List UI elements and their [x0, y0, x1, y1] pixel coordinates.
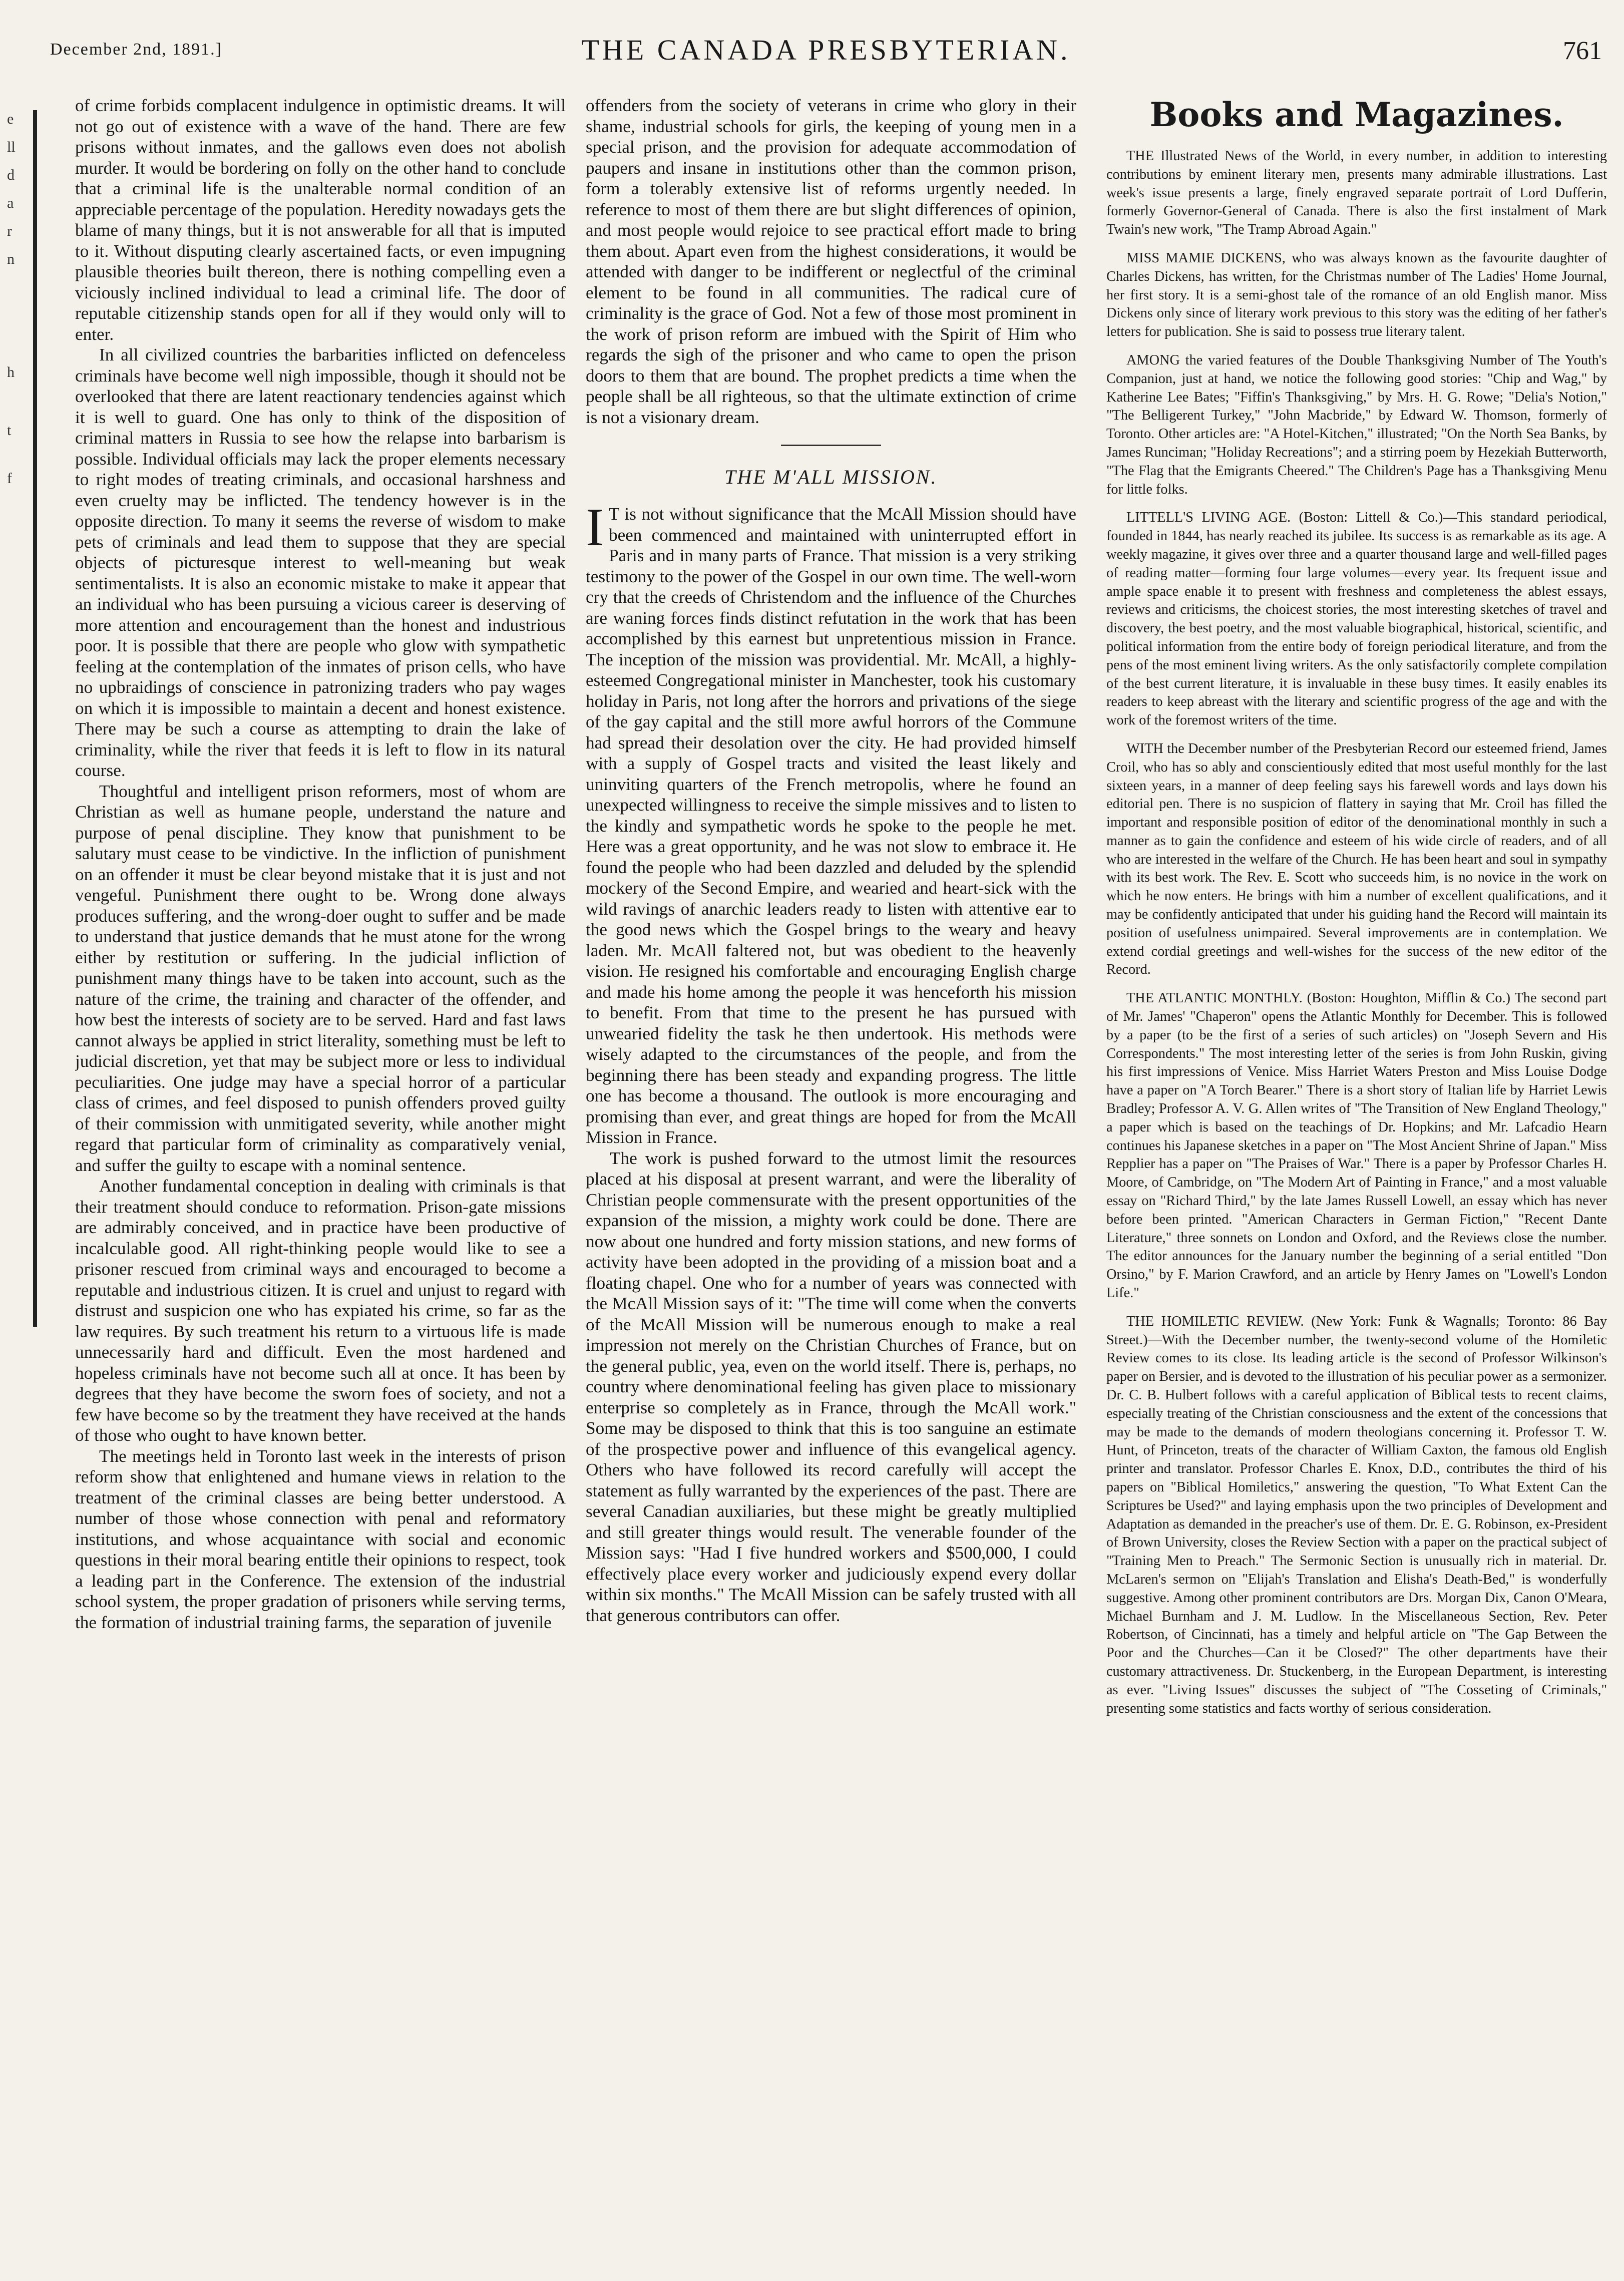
paragraph: Thoughtful and intelligent prison reformers, most of whom are Christian as well as humane people, understand the nature and purpose of penal discipline. They know that punishment to be salutary must cease to be vindictive. In the infliction of punishment on an offender it must be clear beyond mistake that it is just and not vengeful. Punishment there ought to be. Wrong done always produces suffering, and the wrong-doer ought to suffer and be made to understand that justice demands that he must atone for the wrong either by restitution or suffering. In the judicial infliction of punishment many things have to be taken into account, such as the nature of the crime, the training and character of the offender, and how best the interests of society are to be served. Hard and fast laws cannot always be applied in strict literality, something must be left to judicial discretion, yet that may be subject more or less to individual peculiarities. One judge may have a special horror of a particular class of crimes, and feel disposed to punish offenders proved guilty of their commission with unmitigated severity, while another might regard that particular form of criminality as comparatively venial, and suffer the guilty to escape with a nominal sentence.: [75, 781, 566, 1175]
margin-letter: ll: [7, 139, 16, 155]
margin-letter: h: [7, 364, 15, 381]
review-entry: MISS MAMIE DICKENS, who was always known as the favourite daughter of Charles Dickens, has written, for the Christmas number of The Ladies' Home Journal, her first story. It is a semi-ghost tale of the romance of an old English manor. Miss Dickens only since of literary work previous to this story was the editing of her father's letters for publication. She is said to possess true literary talent.: [1106, 250, 1607, 340]
column-3: [1106, 95, 1607, 2263]
review-entry: THE Illustrated News of the World, in every number, in addition to interesting contributions by eminent literary men, presents many admirable illustrations. Last week's issue presents a large, finely engraved separate portrait of Lord Dufferin, formerly Governor-General of Canada. There is also the first instalment of Mark Twain's new work, "The Tramp Abroad Again.": [1106, 148, 1607, 238]
margin-letter: d: [7, 167, 15, 183]
review-entry: WITH the December number of the Presbyterian Record our esteemed friend, James Croil, who has so ably and conscientiously edited that most useful monthly for the last sixteen years, in a manner of deep feeling says his farewell words and lays down his editorial pen. There is no suspicion of flattery in saying that Mr. Croil has filled the important and responsible position of editor of the denominational monthly in such a manner as to gain the confidence and esteem of his wide circle of readers, and of all who are interested in the welfare of the Church. He has been heart and soul in sympathy with its best work. The Rev. E. Scott who succeeds him, is no novice in the work on which he now enters. He brings with him a number of excellent qualifications, and it may be confidently anticipated that under his guiding hand the Record will maintain its position of usefulness unimpaired. Several improvements are in contemplation. We extend cordial greetings and well-wishes for the success of the new editor of the Record.: [1106, 740, 1607, 978]
margin-binding-rule: [33, 110, 37, 1327]
masthead-title: THE CANADA PRESBYTERIAN.: [581, 34, 1071, 66]
paragraph: The work is pushed forward to the utmost limit the resources placed at his disposal at present warrant, and were the liberality of Christian people commensurate with the present opportunities of the expansion of the mission, a mighty work could be done. There are now about one hundred and forty mission stations, and new forms of activity have been adopted in the providing of a mission boat and a floating chapel. One who for a number of years was connected with the McAll Mission says of it: "The time will come when the converts of the McAll Mission will be numerous enough to make a real impression not merely on the Christian Churches of France, but on the general public, yea, even on the world itself. There is, perhaps, no country where denominational feeling has given place to missionary enterprise so completely as in France, through the McAll work." Some may be disposed to think that this is too sanguine an estimate of the prospective power and influence of this evangelical agency. Others who have followed its record carefully will accept the statement as fully warranted by the experiences of the past. There are several Canadian auxiliaries, but these might be greatly multiplied and still greater things would result. The venerable founder of the Mission says: "Had I five hundred workers and $500,000, I could effectively place every worker and judiciously expend every dollar within six months." The McAll Mission can be safely trusted with all that generous contributors can offer.: [586, 1148, 1076, 1625]
page-number: 761: [1563, 37, 1602, 65]
paragraph: Another fundamental conception in dealing with criminals is that their treatment should conduce to reformation. Prison-gate missions are admirably conceived, and in practice have been productive of incalculable good. All right-thinking people would like to see a prisoner rescued from criminal ways and encouraged to become a reputable and industrious citizen. It is cruel and unjust to regard with distrust and suspicion one who has expiated his crime, so far as the law requires. By such treatment his return to a virtuous life is made unnecessarily hard and difficult. Even the most hardened and hopeless criminals have not become such all at once. It has been by degrees that they have become the sworn foes of society, and not a few have become so by the treatment they have received at the hands of those who ought to have known better.: [75, 1176, 566, 1445]
margin-letter: r: [7, 223, 12, 239]
review-entry: THE HOMILETIC REVIEW. (New York: Funk & Wagnalls; Toronto: 86 Bay Street.)—With the December number, the twenty-second volume of the Homiletic Review comes to its close. Its leading article is the second of Professor Wilkinson's paper on Bersier, and is devoted to the illustration of his peculiar power as a sermonizer. Dr. C. B. Hulbert follows with a careful application of Biblical tests to recent claims, especially treating of the Christian consciousness and the extent of the concessions that may be made to the demands of modern theologians concerning it. Professor T. W. Hunt, of Princeton, treats of the character of William Caxton, the famous old English printer and translator. Professor Charles E. Knox, D.D., contributes the third of his papers on "Biblical Homiletics," answering the question, "To What Extent Can the Scriptures be Used?" and laying emphasis upon the two principles of Development and Adaptation as demanded in the preacher's use of them. Dr. E. G. Robinson, ex-President of Brown University, closes the Review Section with a paper on the practical subject of "Training Men to Preach." The Sermonic Section is unusually rich in material. Dr. McLaren's sermon on "Elijah's Translation and Elisha's Death-Bed," is wonderfully suggestive. Among other prominent contributors are Drs. Morgan Dix, Canon O'Meara, Michael Burnham and J. M. Ludlow. In the Miscellaneous Section, Rev. Peter Robertson, of Cincinnati, has a timely and helpful article on "The Gap Between the Poor and the Churches—Can it be Closed?" The other departments have their customary attractiveness. Dr. Stuckenberg, in the European Department, is interesting as ever. "Living Issues" discusses the subject of "The Cosseting of Criminals," presenting some statistics and facts worthy of serious consideration.: [1106, 1313, 1607, 1716]
margin-letter: n: [7, 251, 15, 267]
paragraph: In all civilized countries the barbarities inflicted on defenceless criminals have become well nigh impossible, though it should not be overlooked that there are latent reactionary tendencies against which it is well to guard. One has only to think of the disposition of criminal matters in Russia to see how the relapse into barbarism is possible. Individual officials may lack the proper elements necessary to right modes of treating criminals, and occasional harshness and even cruelty may be inflicted. The tendency however is in the opposite direction. To many it seems the reverse of wisdom to make pets of criminals and lead them to suppose that they are special objects of picturesque interest to well-meaning but weak sentimentalists. It is also an economic mistake to make it appear that an individual who has been pursuing a vicious career is deserving of more attention and encouragement than the honest and industrious poor. It is possible that there are people who glow with sympathetic feeling at the contemplation of the inmates of prison cells, who have no upbraidings of conscience in patronizing traders who pay wages on which it is impossible to maintain a decent and honest existence. There may be such a course as attempting to drain the lake of criminality, while the river that feeds it is left to flow in its natural course.: [75, 345, 566, 780]
paragraph: offenders from the society of veterans in crime who glory in their shame, industrial schools for girls, the keeping of young men in a special prison, and the provision for adequate accommodation of paupers and insane in institutions other than the common prison, form a tolerably extensive list of reforms urgently needed. In reference to most of them there are but slight differences of opinion, and most people would rejoice to see practical effort made to bring them about. Apart even from the highest considerations, it would be attended with danger to be indifferent or neglectful of the criminal element to be found in all communities. The radical cure of criminality is the grace of God. Not a few of those most prominent in the work of prison reform are imbued with the Spirit of Him who regards the sigh of the prisoner and who came to open the prison doors to them that are bound. The prophet predicts a time when the people shall be all righteous, so that the ultimate extinction of crime is not a visionary dream.: [586, 96, 1076, 427]
review-entry: LITTELL'S LIVING AGE. (Boston: Littell & Co.)—This standard periodical, founded in 1844, has nearly reached its jubilee. Its success is as remarkable as its age. A weekly magazine, it gives over three and a quarter thousand large and well-filled pages of reading matter—forming four large volumes—every year. Its frequent issue and ample space enable it to present with freshness and completeness the ablest essays, reviews and criticisms, the choicest stories, the most interesting sketches of travel and discovery, the best poetry, and the most valuable biographical, historical, scientific, and political information from the entire body of foreign periodical literature, and from the pens of the most eminent living writers. As the only satisfactorily complete compilation of the best current literature, it is invaluable in these busy times. It easily enables its readers to keep abreast with the literary and scientific progress of the age and with the work of the foremost writers of the time.: [1106, 510, 1607, 728]
section-divider: [781, 445, 881, 446]
review-entry: THE ATLANTIC MONTHLY. (Boston: Houghton, Mifflin & Co.) The second part of Mr. James' "Chaperon" opens the Atlantic Monthly for December. This is followed by a paper (to be the first of a series of such articles) on "Joseph Severn and His Correspondents." The most interesting letter of the series is from John Ruskin, giving his first impressions of Venice. Miss Harriet Waters Preston and Miss Louise Dodge have a paper on "A Torch Bearer." There is a short story of Italian life by Harriet Lewis Bradley; Professor A. V. G. Allen writes of "The Transition of New England Theology," a paper which is based on the teachings of Dr. Hopkins; and Mr. Lafcadio Hearn continues his Japanese sketches in a paper on "The Most Ancient Shrine of Japan." Miss Repplier has a paper on "The Praises of War." There is a paper by Professor Charles H. Moore, of Cambridge, on "The Modern Art of Painting in France," and a most valuable essay on "Richard Third," by the late James Russell Lowell, an essay which has never before been printed. "American Characters in German Fiction," "Recent Dante Literature," three sonnets on London and Oxford, and the Reviews close the number. The editor announces for the January number the beginning of a serial entitled "Don Orsino," by F. Marion Crawford, and an article by Henry James on "Lowell's London Life.": [1106, 990, 1607, 1301]
drop-cap: I: [586, 498, 604, 557]
first-paragraph-text: T is not without significance that the McAll Mission should have been commenced and maintained with uninterrupted effort in Paris and in many parts of France. That mission is a very striking testimony to the power of the Gospel in our own time. The well-worn cry that the creeds of Christendom and the influence of the Churches are waning forces finds distinct refutation in the work that has been accomplished by this earnest but unpretentious mission in France. The inception of the mission was providential. Mr. McAll, a highly-esteemed Congregational minister in Manchester, took his customary holiday in Paris, not long after the horrors and privations of the siege of the gay capital and the still more awful horrors of the Commune had spread their desolation over the city. He had provided himself with a supply of Gospel tracts and visited the least likely and uninviting quarters of the French metropolis, where he found an unexpected willingness to receive the simple missives and to listen to the kindly and sympathetic words he spoke to the people he met. Here was a great opportunity, and he was not slow to embrace it. He found the people who had been dazzled and deluded by the splendid mockery of the Second Empire, and wearied and heart-sick with the wild ravings of anarchic leaders ready to listen with attentive ear to the good news which the Gospel brings to the weary and heavy laden. Mr. McAll faltered not, but was obedient to the heavenly vision. He resigned his comfortable and encouraging English charge and made his home among the people it was henceforth his mission to benefit. From that time to the present he has pursued with unwearied fidelity the task he then undertook. His methods were wisely adapted to the circumstances of the people, and from the beginning there has been steady and expanding progress. The little one has become a thousand. The outlook is more encouraging and promising than ever, and great things are hoped for from the McAll Mission in France.: [586, 504, 1076, 1147]
review-entry: AMONG the varied features of the Double Thanksgiving Number of The Youth's Companion, just at hand, we notice the following good stories: "Chip and Wag," by Katherine Lee Bates; "Fiffin's Thanksgiving," by Mrs. H. G. Rowe; "Delia's Notion," "The Belligerent Turkey," "John Macbride," by Edward W. Thomson, formerly of Toronto. Other articles are: "A Hotel-Kitchen," illustrated; "On the North Sea Banks, by James Runciman; "Holiday Recreations"; and a stirring poem by Hezekiah Butterworth, "The Flag that the Emigrants Cheered." The Children's Page has a Thanksgiving Menu for little folks.: [1106, 352, 1607, 497]
column-1: [75, 95, 566, 2263]
page-header: [50, 30, 1602, 75]
margin-letter: t: [7, 422, 12, 439]
issue-date: December 2nd, 1891.]: [50, 40, 223, 59]
books-section-title: Books and Magazines.: [1149, 95, 1564, 134]
paragraph: of crime forbids complacent indulgence in optimistic dreams. It will not go out of existence with a wave of the hand. There are few prisons without inmates, and the gallows even does not abolish murder. It would be bordering on folly on the other hand to conclude that a criminal life is the unalterable normal condition of an appreciable percentage of the population. Heredity nowadays gets the blame of many things, but it is not answerable for all that is imputed to it. Without disputing clearly ascertained facts, or even impugning plausible theories built thereon, there is nothing compelling even a viciously inclined individual to lead a criminal life. The door of reputable citizenship stands open for all if they would only will to enter.: [75, 96, 566, 344]
margin-letter: f: [7, 470, 12, 487]
paragraph: The meetings held in Toronto last week in the interests of prison reform show that enlightened and humane views in relation to the treatment of the criminal classes are being better understood. A number of those whose connection with penal and reformatory institutions, and whose acquaintance with social and economic questions in their moral bearing entitle their opinions to respect, took a leading part in the Conference. The extension of the industrial school system, the proper gradation of prisoners while serving terms, the formation of industrial training farms, the separation of juvenile: [75, 1446, 566, 1632]
column-2: [586, 95, 1076, 2263]
margin-letter: a: [7, 195, 14, 211]
article-title: THE M'ALL MISSION.: [724, 466, 938, 488]
article-first-paragraph: [586, 498, 1076, 1148]
margin-letter: e: [7, 111, 14, 127]
margin-stray-letters: [7, 105, 27, 493]
